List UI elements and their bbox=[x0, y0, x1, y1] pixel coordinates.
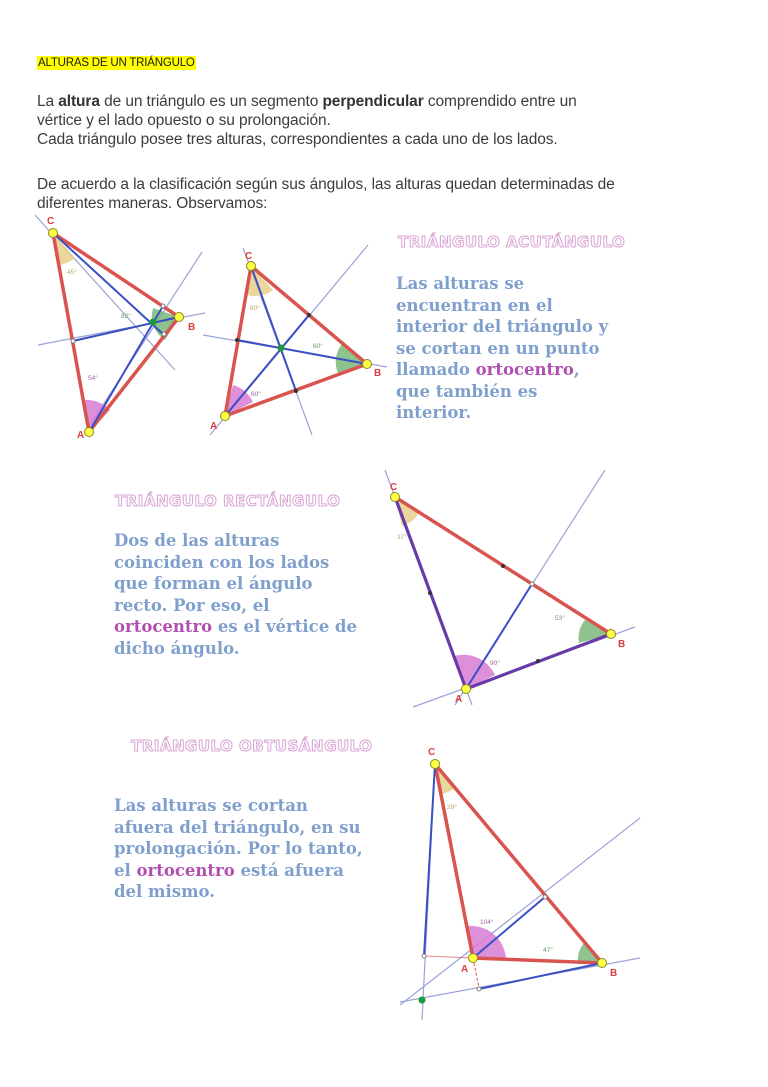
vertex-label-c: C bbox=[245, 251, 253, 262]
text: de un triángulo es un segmento bbox=[99, 93, 323, 110]
vertex-label-c: C bbox=[390, 482, 398, 493]
angle-label-a: 104° bbox=[480, 919, 494, 926]
angle-label-c: 29° bbox=[447, 804, 457, 811]
desc-line: interior. bbox=[396, 403, 472, 422]
desc-line: coinciden con los lados bbox=[114, 552, 330, 572]
vertex-label-a: A bbox=[461, 964, 469, 975]
angle-label-a: 54° bbox=[88, 375, 98, 382]
intro-paragraph-3-line-2: diferentes maneras. Observamos: bbox=[37, 195, 268, 212]
desc-line: que forman el ángulo bbox=[114, 574, 313, 593]
acute-section-description bbox=[396, 273, 608, 424]
obtuse-triangle-diagram bbox=[400, 740, 650, 1030]
text: La bbox=[37, 93, 59, 110]
text: comprendido entre un bbox=[423, 93, 577, 110]
text: , bbox=[573, 360, 580, 379]
vertex-label-b: B bbox=[610, 968, 618, 979]
desc-line: se cortan en un punto bbox=[396, 338, 600, 358]
desc-line: prolongación. Por lo tanto, bbox=[114, 839, 363, 858]
intro-paragraph-2: Cada triángulo posee tres alturas, correspondientes a cada uno de los lados. bbox=[37, 131, 558, 148]
angle-label-b: 53° bbox=[555, 615, 565, 622]
intro-paragraph-1-line-2: vértice y el lado opuesto o su prolongación. bbox=[37, 112, 331, 129]
text: es el vértice de bbox=[212, 617, 357, 636]
vertex-label-c: C bbox=[47, 216, 55, 227]
desc-line: recto. Por eso, el bbox=[114, 595, 270, 615]
desc-line: interior del triángulo y bbox=[396, 317, 609, 336]
acute-section-title: TRIÁNGULO ACUTÁNGULO bbox=[398, 233, 626, 251]
text: está afuera bbox=[234, 860, 344, 880]
angle-label-c: 60° bbox=[250, 305, 260, 312]
intro-paragraph-3-line-1: De acuerdo a la clasificación según sus ángulos, las alturas quedan determinadas de bbox=[37, 176, 615, 193]
vertex-label-b: B bbox=[618, 639, 626, 650]
angle-label-c: 45° bbox=[67, 269, 77, 276]
desc-line: Las alturas se bbox=[396, 274, 525, 293]
desc-line bbox=[114, 860, 363, 882]
desc-line: del mismo. bbox=[114, 882, 215, 901]
angle-label-c: 37° bbox=[397, 534, 407, 541]
text: el bbox=[114, 860, 137, 880]
desc-line: encuentran en el bbox=[396, 295, 553, 315]
acute-triangle-diagram-2 bbox=[195, 230, 395, 440]
vertex-label-b: B bbox=[188, 322, 196, 333]
document-heading: ALTURAS DE UN TRIÁNGULO bbox=[38, 57, 195, 69]
desc-line: Dos de las alturas bbox=[114, 531, 280, 550]
desc-line: que también es bbox=[396, 381, 538, 401]
desc-line: Las alturas se cortan bbox=[114, 796, 308, 815]
highlight-ortocentro: ortocentro bbox=[136, 860, 235, 880]
intro-paragraph-1-line-1 bbox=[37, 92, 577, 111]
vertex-label-b: B bbox=[374, 368, 382, 379]
vertex-label-a: A bbox=[210, 421, 218, 432]
right-section-title: TRIÁNGULO RECTÁNGULO bbox=[115, 492, 341, 510]
highlight-ortocentro: ortocentro bbox=[475, 360, 574, 379]
text: llamado bbox=[396, 360, 476, 379]
angle-label-a: 60° bbox=[251, 391, 261, 398]
angle-label-b: 82° bbox=[121, 313, 131, 320]
desc-line: afuera del triángulo, en su bbox=[114, 817, 361, 837]
obtuse-section-title: TRIÁNGULO OBTUSÁNGULO bbox=[131, 737, 373, 755]
angle-label-a: 90° bbox=[490, 660, 500, 667]
vertex-label-a: A bbox=[77, 430, 85, 440]
right-section-description bbox=[114, 530, 357, 659]
desc-line: dicho ángulo. bbox=[114, 638, 240, 658]
desc-line bbox=[396, 359, 608, 381]
obtuse-section-description bbox=[114, 795, 363, 903]
acute-triangle-diagram-1 bbox=[30, 210, 210, 440]
bold-term-perpendicular: perpendicular bbox=[322, 93, 424, 110]
highlight-ortocentro: ortocentro bbox=[114, 617, 213, 636]
vertex-label-a: A bbox=[455, 694, 463, 705]
desc-line bbox=[114, 616, 357, 638]
bold-term-altura: altura bbox=[58, 93, 100, 110]
angle-label-b: 60° bbox=[313, 343, 323, 350]
right-triangle-diagram bbox=[380, 460, 640, 720]
vertex-label-c: C bbox=[428, 747, 436, 758]
angle-label-b: 47° bbox=[543, 947, 553, 954]
